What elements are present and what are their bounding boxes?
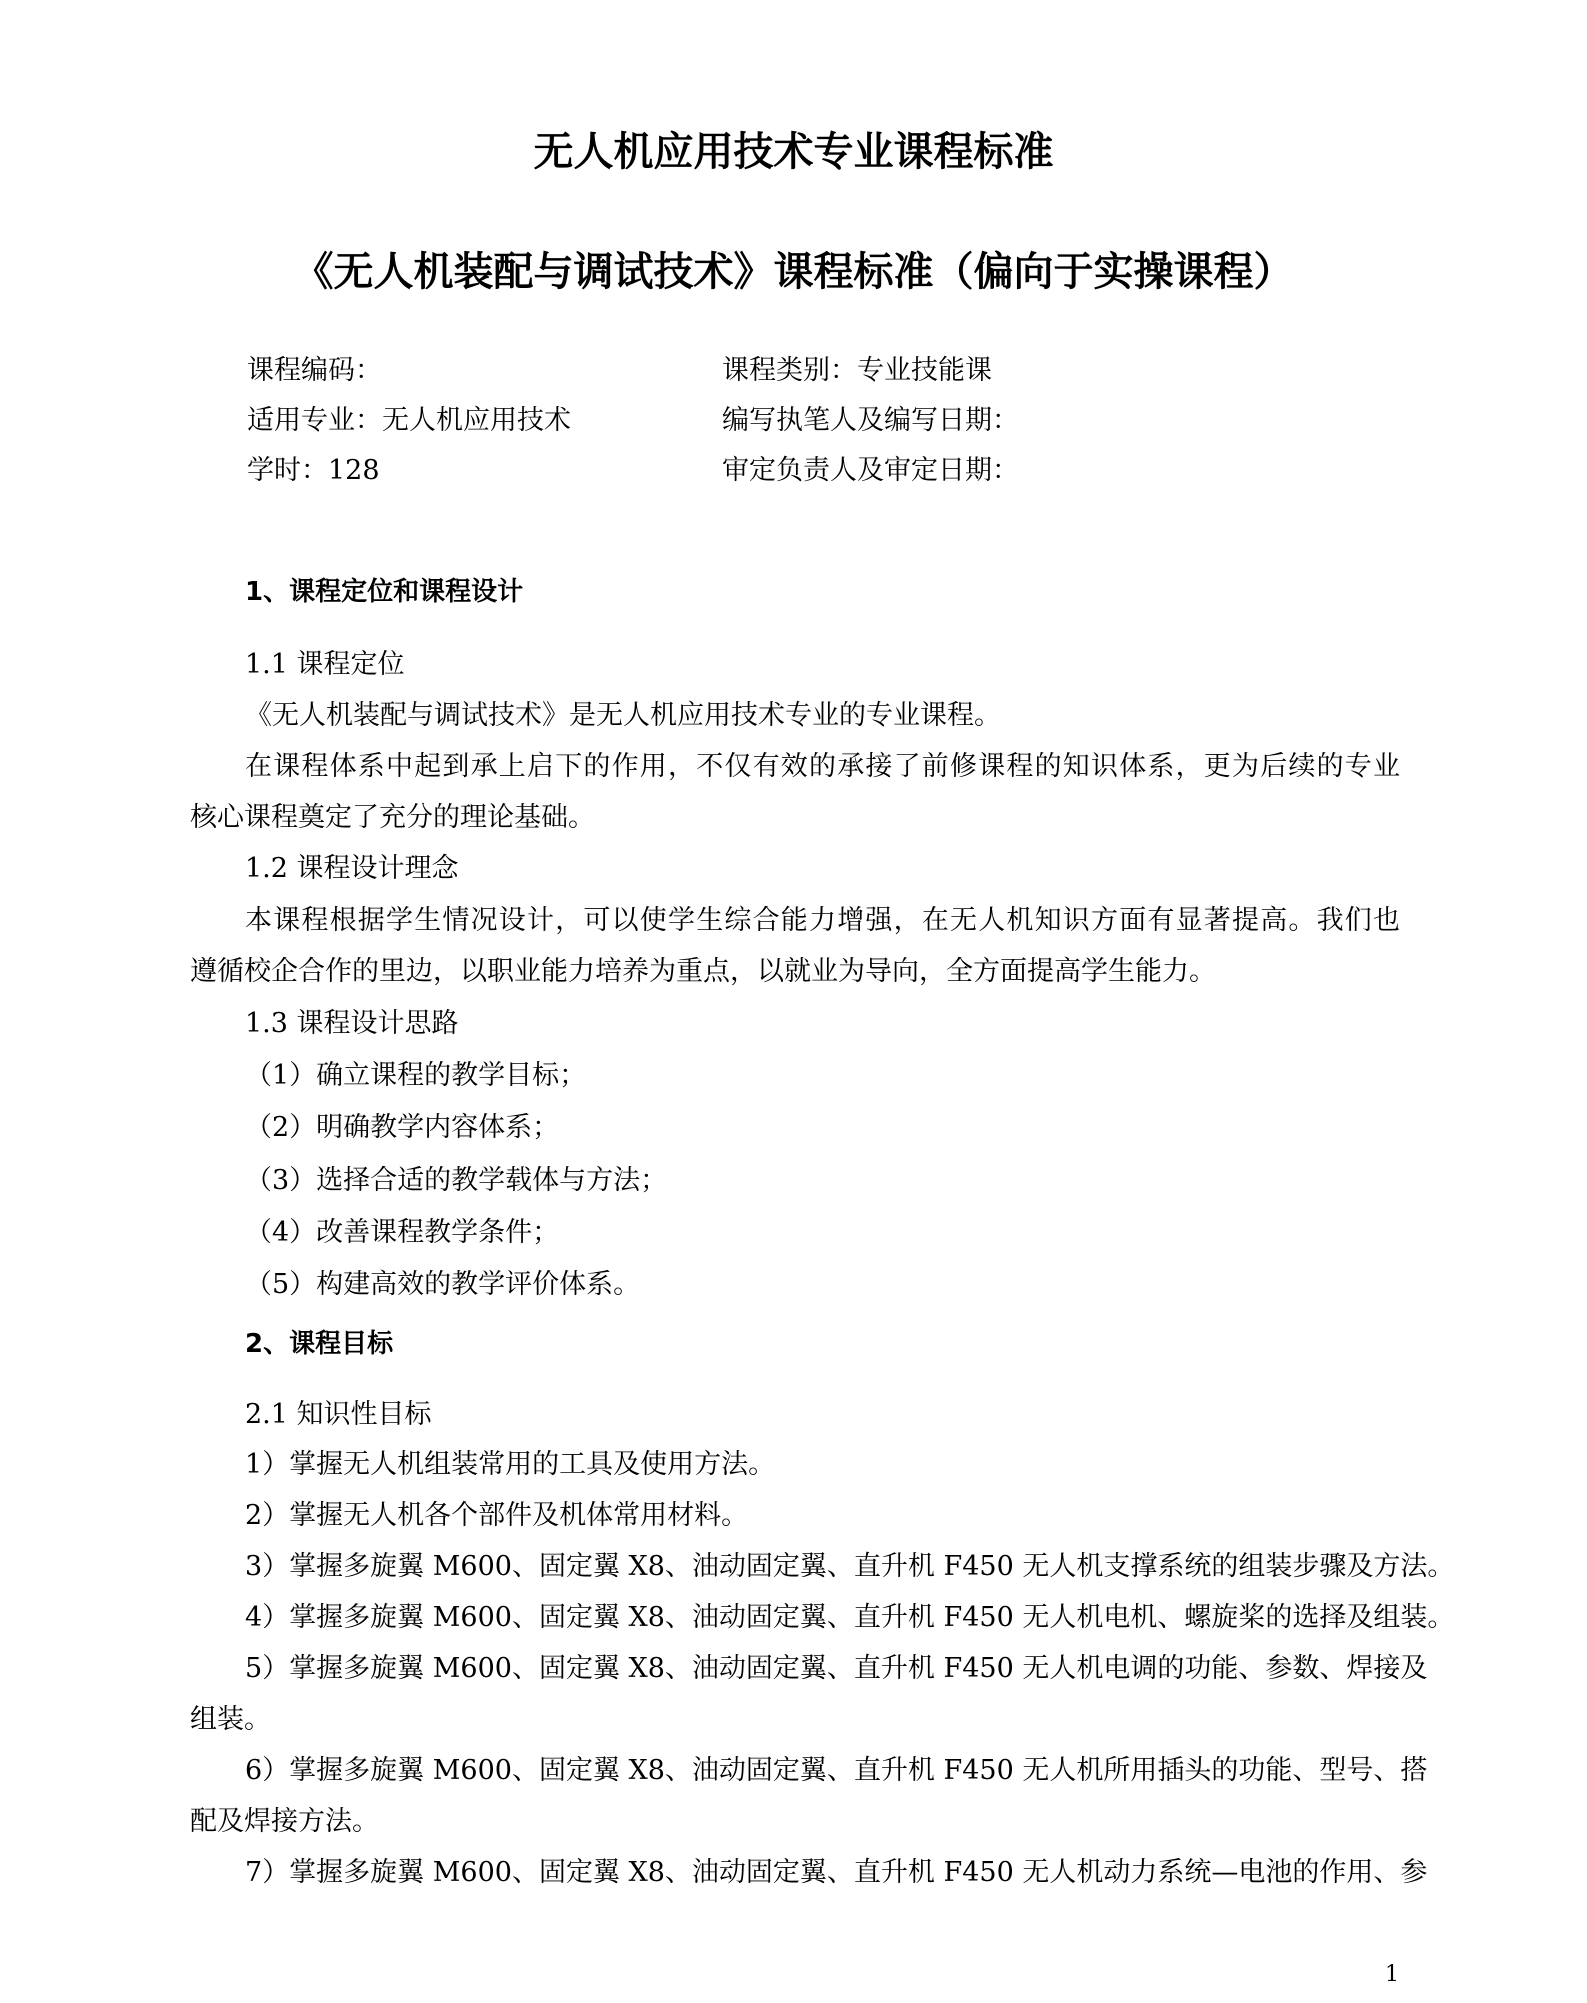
list-item: 5）掌握多旋翼 M600、固定翼 X8、油动固定翼、直升机 F450 无人机电调的功能、参数、焊接及	[245, 1653, 1428, 1684]
list-item: （2）明确教学内容体系；	[245, 1112, 560, 1143]
paragraph-line: 本课程根据学生情况设计，可以使学生综合能力增强，在无人机知识方面有显著提高。我们也	[245, 905, 1400, 936]
list-item: 2）掌握无人机各个部件及机体常用材料。	[245, 1500, 749, 1531]
paragraph-line: 遵循校企合作的里边，以职业能力培养为重点，以就业为导向，全方面提高学生能力。	[190, 956, 1216, 987]
list-item: 3）掌握多旋翼 M600、固定翼 X8、油动固定翼、直升机 F450 无人机支撑系统的组装步骤及方法。	[245, 1551, 1455, 1582]
subsection-heading: 2.1 知识性目标	[245, 1399, 432, 1430]
list-item-continued: 组装。	[190, 1704, 271, 1735]
list-item: 7）掌握多旋翼 M600、固定翼 X8、油动固定翼、直升机 F450 无人机动力系统—电池的作用、参	[245, 1857, 1428, 1888]
subsection-heading: 1.2 课程设计理念	[245, 853, 459, 884]
reviewer-field: 审定负责人及审定日期：	[722, 455, 1019, 486]
list-item: （5）构建高效的教学评价体系。	[245, 1269, 641, 1300]
paragraph-line: 核心课程奠定了充分的理论基础。	[190, 802, 595, 833]
list-item: （4）改善课程教学条件；	[245, 1217, 560, 1248]
list-item: 4）掌握多旋翼 M600、固定翼 X8、油动固定翼、直升机 F450 无人机电机、螺旋桨的选择及组装。	[245, 1602, 1455, 1633]
paragraph: 《无人机装配与调试技术》是无人机应用技术专业的专业课程。	[245, 700, 1001, 731]
writer-field: 编写执笔人及编写日期：	[722, 405, 1019, 436]
list-item: （3）选择合适的教学载体与方法；	[245, 1165, 668, 1196]
course-meta-left	[247, 346, 571, 496]
list-item: （1）确立课程的教学目标；	[245, 1060, 587, 1091]
course-category-field: 课程类别：专业技能课	[722, 355, 992, 386]
major-field: 适用专业：无人机应用技术	[247, 405, 571, 436]
page-number: 1	[1385, 1962, 1399, 1987]
hours-field: 学时：128	[247, 455, 380, 486]
subsection-heading: 1.1 课程定位	[245, 649, 405, 680]
section-heading: 2、课程目标	[245, 1329, 394, 1359]
paragraph-line: 在课程体系中起到承上启下的作用，不仅有效的承接了前修课程的知识体系，更为后续的专业	[245, 751, 1400, 782]
course-standard-title: 《无人机装配与调试技术》课程标准（偏向于实操课程）	[293, 249, 1294, 295]
course-meta-right	[722, 346, 1019, 496]
list-item: 6）掌握多旋翼 M600、固定翼 X8、油动固定翼、直升机 F450 无人机所用插头的功能、型号、搭	[245, 1755, 1428, 1786]
subsection-heading: 1.3 课程设计思路	[245, 1008, 459, 1039]
course-code-field: 课程编码：	[247, 355, 382, 386]
list-item-continued: 配及焊接方法。	[190, 1806, 379, 1837]
list-item: 1）掌握无人机组装常用的工具及使用方法。	[245, 1449, 776, 1480]
section-heading: 1、课程定位和课程设计	[245, 577, 524, 607]
document-title: 无人机应用技术专业课程标准	[533, 129, 1054, 175]
